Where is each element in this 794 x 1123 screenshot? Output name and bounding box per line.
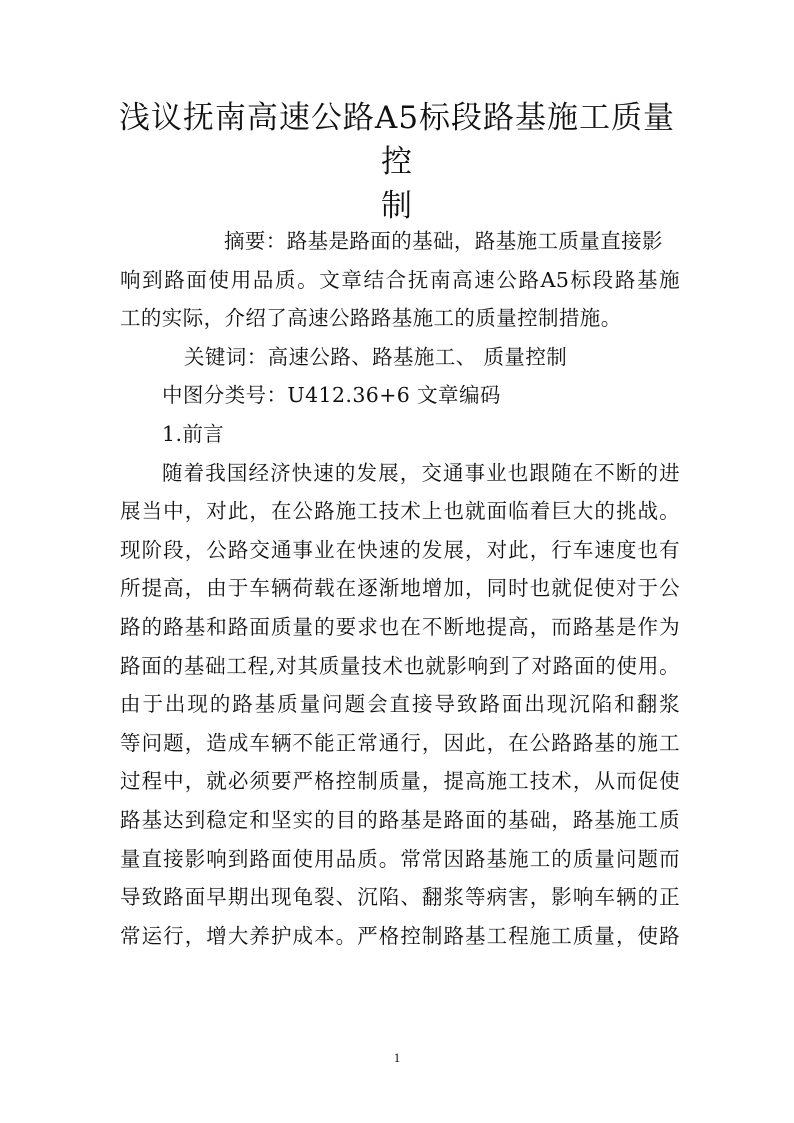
paragraph-line: 由于出现的路基质量问题会直接导致路面出现沉陷和翻浆 — [120, 692, 680, 717]
title-line-1: 浅议抚南高速公路A5标段路基施工质量控 — [118, 100, 676, 180]
section-heading: 1.前言 — [162, 421, 225, 446]
paragraph-line: 随着我国经济快速的发展，交通事业也跟随在不断的进 — [162, 460, 680, 485]
paragraph-line: 导致路面早期出现龟裂、沉陷、翻浆等病害，影响车辆的正 — [120, 885, 680, 910]
keywords-line: 关键词：高速公路、路基施工、 质量控制 — [184, 344, 568, 369]
paragraph-line: 路的路基和路面质量的要求也在不断地提高，而路基是作为 — [120, 614, 680, 639]
paragraph-line: 等问题，造成车辆不能正常通行，因此，在公路路基的施工 — [120, 730, 680, 755]
paragraph-line: 路基达到稳定和坚实的目的路基是路面的基础，路基施工质 — [120, 807, 680, 832]
abstract-line-1: 摘要：路基是路面的基础，路基施工质量直接影 — [224, 229, 663, 253]
paragraph-line: 展当中，对此，在公路施工技术上也就面临着巨大的挑战。 — [120, 499, 680, 524]
paragraph-line: 路面的基础工程,对其质量技术也就影响到了对路面的使用。 — [120, 653, 680, 678]
title-line-2: 制 — [381, 188, 413, 224]
abstract-line-2: 响到路面使用品质。文章结合抚南高速公路A5标段路基施 — [120, 267, 680, 292]
paragraph-line: 过程中，就必须要严格控制质量，提高施工技术，从而促使 — [120, 769, 680, 794]
paragraph-line: 量直接影响到路面使用品质。常常因路基施工的质量问题而 — [120, 846, 680, 871]
document-body — [120, 222, 680, 955]
abstract-line-3: 工的实际，介绍了高速公路路基施工的质量控制措施。 — [120, 306, 622, 331]
paragraph-line: 现阶段，公路交通事业在快速的发展，对此，行车速度也有 — [120, 537, 680, 562]
page-number: 1 — [393, 1050, 401, 1065]
classification-line: 中图分类号：U412.36+6 文章编码 — [162, 383, 501, 408]
document-title — [110, 96, 684, 228]
paragraph-line: 常运行，增大养护成本。严格控制路基工程施工质量，使路 — [120, 923, 680, 948]
paragraph-line: 所提高，由于车辆荷载在逐渐地增加，同时也就促使对于公 — [120, 576, 680, 601]
